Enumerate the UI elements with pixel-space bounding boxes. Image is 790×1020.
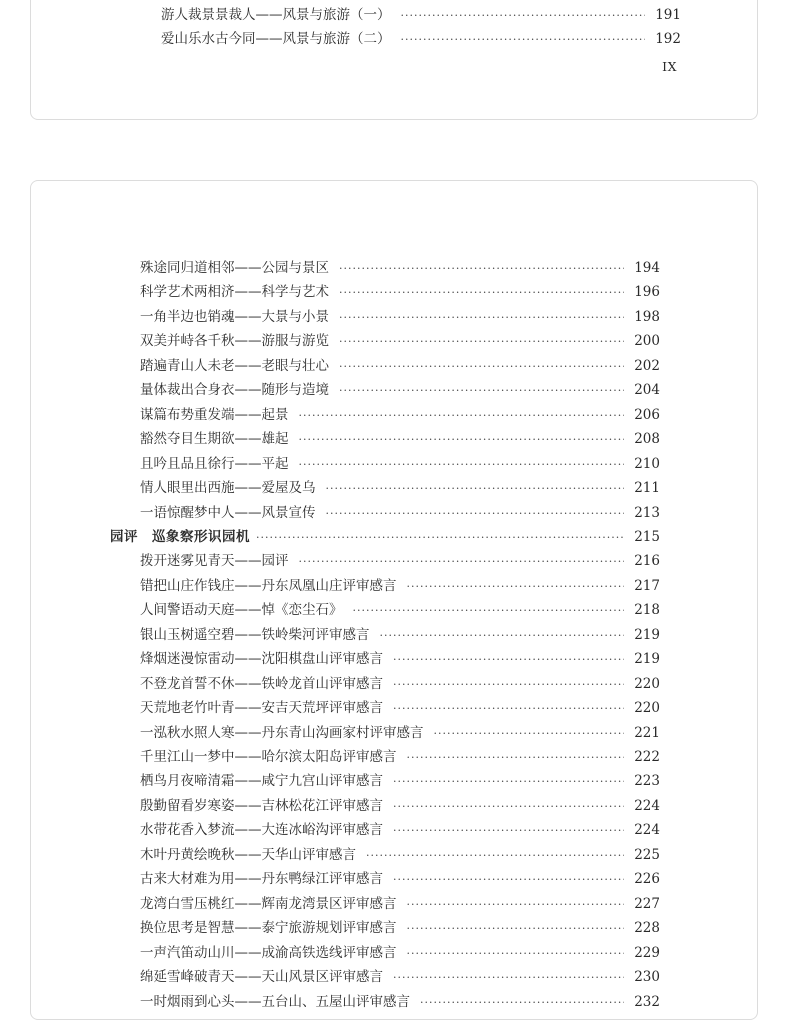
- leader-dots: [339, 357, 624, 377]
- leader-dots: [393, 870, 624, 890]
- toc-entry-page: 226: [634, 871, 660, 888]
- toc-entry-title: 拨开迷雾见青天——园评: [140, 553, 289, 570]
- toc-entry-page: 211: [634, 480, 660, 497]
- leader-dots: [420, 993, 624, 1013]
- toc-entry-title: 烽烟迷漫惊雷动——沈阳棋盘山评审感言: [140, 651, 383, 668]
- leader-dots: [393, 699, 624, 719]
- toc-entry-page: 204: [634, 382, 660, 399]
- toc-entry: [140, 820, 660, 841]
- toc-entry: [140, 600, 660, 621]
- toc-entry: [140, 551, 660, 572]
- toc-entry-title: 科学艺术两相济——科学与艺术: [140, 284, 329, 301]
- leader-dots: [401, 30, 646, 50]
- toc-entry: [140, 356, 660, 377]
- toc-entry-title: 量体裁出合身衣——随形与造境: [140, 382, 329, 399]
- leader-dots: [407, 944, 625, 964]
- leader-dots: [339, 332, 624, 352]
- toc-entry-page: 213: [634, 504, 660, 521]
- toc-entry: [140, 894, 660, 915]
- toc-entry-page: 223: [634, 773, 660, 790]
- toc-entry: [140, 478, 660, 499]
- toc-entry: [140, 258, 660, 279]
- toc-entry-title: 古来大材难为用——丹东鸭绿江评审感言: [140, 871, 383, 888]
- leader-dots: [299, 455, 625, 475]
- toc-entry-page: 217: [634, 577, 660, 594]
- toc-entry-title: 园评 巡象察形识园机: [110, 528, 250, 545]
- toc-entry: [140, 625, 660, 646]
- toc-entry-title: 银山玉树遥空碧——铁岭柴河评审感言: [140, 626, 370, 643]
- leader-dots: [299, 552, 625, 572]
- toc-entry-title: 殷勤留看岁寒姿——吉林松花江评审感言: [140, 797, 383, 814]
- toc-entry-title: 踏遍青山人未老——老眼与壮心: [140, 357, 329, 374]
- leader-dots: [393, 675, 624, 695]
- toc-entry-title: 龙湾白雪压桃红——辉南龙湾景区评审感言: [140, 895, 397, 912]
- toc-entry-title: 栖鸟月夜啼清霜——咸宁九宫山评审感言: [140, 773, 383, 790]
- toc-entry: [140, 918, 660, 939]
- toc-entry-page: 206: [634, 406, 660, 423]
- toc-entry: [140, 405, 660, 426]
- leader-dots: [393, 797, 624, 817]
- toc-entry: [140, 380, 660, 401]
- toc-entry-page: 221: [634, 724, 660, 741]
- toc-entry-page: 220: [634, 675, 660, 692]
- toc-entry-page: 225: [634, 846, 660, 863]
- toc-entry-page: 198: [634, 308, 660, 325]
- toc-entry-title: 水带花香入梦流——大连冰峪沟评审感言: [140, 822, 383, 839]
- leader-dots: [256, 528, 624, 548]
- leader-dots: [407, 895, 625, 915]
- leader-dots: [339, 308, 624, 328]
- toc-entry-title: 天荒地老竹叶青——安吉天荒坪评审感言: [140, 700, 383, 717]
- toc-entry: [140, 649, 660, 670]
- toc-entry-page: 222: [634, 749, 660, 765]
- toc-entry-title: 豁然夺目生期欲——雄起: [140, 431, 289, 448]
- toc-entry-page: 202: [634, 357, 660, 374]
- leader-dots: [407, 577, 625, 597]
- top-page: [30, 0, 758, 120]
- toc-entry: [140, 796, 660, 817]
- leader-dots: [434, 724, 625, 744]
- toc-entry-title: 游人裁景景裁人——风景与旅游（一）: [161, 7, 391, 23]
- toc-entry-page: 230: [634, 969, 660, 986]
- toc-entry-title: 千里江山一梦中——哈尔滨太阳岛评审感言: [140, 749, 397, 765]
- leader-dots: [407, 919, 625, 939]
- bottom-page: [30, 180, 758, 1020]
- toc-entry-title: 一角半边也销魂——大景与小景: [140, 308, 329, 325]
- leader-dots: [326, 504, 625, 524]
- toc-entry-page: 215: [634, 528, 660, 545]
- toc-entry: [140, 576, 660, 597]
- toc-entry: [140, 992, 660, 1013]
- toc-entry-title: 爱山乐水古今同——风景与旅游（二）: [161, 31, 391, 47]
- toc-entry: [161, 5, 681, 26]
- leader-dots: [401, 6, 646, 26]
- leader-dots: [407, 748, 625, 768]
- toc-entry: [140, 869, 660, 890]
- toc-entry-page: 219: [634, 626, 660, 643]
- toc-entry-title: 谋篇布势重发端——起景: [140, 406, 289, 423]
- toc-entry-title: 双美并峙各千秋——游服与游览: [140, 333, 329, 350]
- leader-dots: [366, 846, 624, 866]
- toc-entry-page: 191: [655, 7, 681, 23]
- toc-entry-title: 绵延雪峰破青天——天山风景区评审感言: [140, 969, 383, 986]
- toc-entry: [140, 429, 660, 450]
- toc-entry-page: 224: [634, 797, 660, 814]
- toc-entry: [140, 503, 660, 524]
- toc-entry-page: 232: [634, 993, 660, 1010]
- toc-entry: [140, 943, 660, 964]
- toc-section-heading: [110, 527, 660, 548]
- toc-entry: [140, 331, 660, 352]
- toc-entry-title: 错把山庄作钱庄——丹东凤凰山庄评审感言: [140, 577, 397, 594]
- toc-entry-title: 一时烟雨到心头——五台山、五屋山评审感言: [140, 993, 410, 1010]
- toc-entry: [161, 29, 681, 50]
- toc-entry: [140, 454, 660, 475]
- leader-dots: [326, 479, 625, 499]
- toc-entry-page: 220: [634, 700, 660, 717]
- toc-entry-page: 224: [634, 822, 660, 839]
- leader-dots: [380, 626, 625, 646]
- toc-entry-title: 殊途同归道相邻——公园与景区: [140, 260, 329, 276]
- toc-entry-page: 216: [634, 553, 660, 570]
- toc-entry-title: 一声汽笛动山川——成渝高铁选线评审感言: [140, 944, 397, 961]
- toc-entry-title: 一语惊醒梦中人——风景宣传: [140, 504, 316, 521]
- leader-dots: [393, 968, 624, 988]
- toc-entry: [140, 698, 660, 719]
- toc-entry: [140, 282, 660, 303]
- page-number: IX: [662, 59, 677, 74]
- leader-dots: [339, 283, 624, 303]
- toc-entry-title: 不登龙首誓不休——铁岭龙首山评审感言: [140, 675, 383, 692]
- toc-entry-page: 229: [634, 944, 660, 961]
- toc-entry-page: 194: [634, 260, 660, 276]
- toc-entry-title: 情人眼里出西施——爱屋及乌: [140, 480, 316, 497]
- toc-entry-page: 228: [634, 920, 660, 937]
- leader-dots: [393, 772, 624, 792]
- leader-dots: [299, 430, 625, 450]
- toc-entry-page: 208: [634, 431, 660, 448]
- toc-entry: [140, 307, 660, 328]
- toc-entry-page: 210: [634, 455, 660, 472]
- toc-entry-title: 且吟且品且徐行——平起: [140, 455, 289, 472]
- toc-entry-page: 227: [634, 895, 660, 912]
- leader-dots: [339, 381, 624, 401]
- toc-entry-title: 人间警语动天庭——悼《恋尘石》: [140, 602, 343, 619]
- toc-entry-title: 木叶丹黄绘晚秋——天华山评审感言: [140, 846, 356, 863]
- toc-entry-title: 换位思考是智慧——泰宁旅游规划评审感言: [140, 920, 397, 937]
- leader-dots: [393, 821, 624, 841]
- toc-entry-page: 219: [634, 651, 660, 668]
- leader-dots: [299, 406, 625, 426]
- toc-entry-title: 一泓秋水照人寒——丹东青山沟画家村评审感言: [140, 724, 424, 741]
- leader-dots: [339, 259, 624, 279]
- toc-entry-page: 196: [634, 284, 660, 301]
- leader-dots: [393, 650, 624, 670]
- leader-dots: [353, 601, 625, 621]
- toc-entry: [140, 747, 660, 768]
- toc-entry: [140, 967, 660, 988]
- toc-entry: [140, 723, 660, 744]
- toc-entry: [140, 674, 660, 695]
- toc-entry: [140, 845, 660, 866]
- toc-entry-page: 192: [655, 31, 681, 47]
- toc-entry: [140, 771, 660, 792]
- toc-entry-page: 218: [634, 602, 660, 619]
- toc-entry-page: 200: [634, 333, 660, 350]
